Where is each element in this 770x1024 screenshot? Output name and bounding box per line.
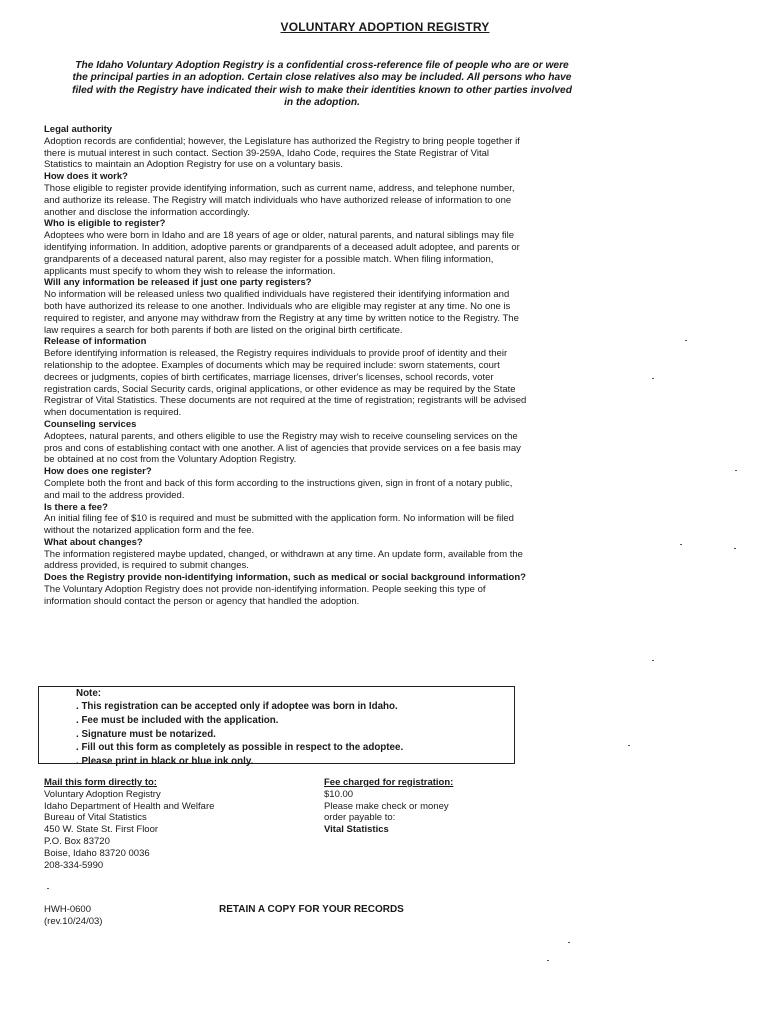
fee-payee: Vital Statistics: [324, 824, 389, 836]
address-line: 450 W. State St. First Floor: [44, 824, 159, 836]
form-revision: (rev.10/24/03): [44, 915, 103, 927]
mailing-address: [44, 777, 304, 871]
section-heading: Counseling services: [44, 418, 137, 430]
fee-info: [324, 777, 524, 836]
fee-instruction: order payable to:: [324, 812, 396, 824]
section: [44, 277, 529, 336]
scan-speck: [568, 942, 570, 943]
note-item: . Signature must be notarized.: [76, 728, 216, 740]
mail-heading: Mail this form directly to:: [44, 777, 157, 788]
intro-paragraph: The Idaho Voluntary Adoption Registry is a confidential cross-reference file of people who are or were the principal parties in an adoption. Certain close relatives also may be included. All persons who have filed with the Registry have indicated their wish to make their identities known to other parties involved in the adoption.: [72, 60, 572, 109]
scan-speck: [652, 378, 654, 379]
section-heading: Does the Registry provide non-identifying information, such as medical or social background information?: [44, 572, 526, 584]
section-text: The information registered maybe updated, changed, or withdrawn at any time. An update form, available from the address provided, is required to submit changes.: [44, 548, 523, 572]
section-text: Adoption records are confidential; however, the Legislature has authorized the Registry to bring people together if there is mutual interest in such contact. Section 39-259A, Idaho Code, requires the State Registrar of Vital Statistics to maintain an Adoption Registry for use on a voluntary basis.: [44, 135, 520, 171]
section: [44, 572, 529, 607]
retain-copy-notice: RETAIN A COPY FOR YOUR RECORDS: [219, 904, 404, 915]
section-heading: How does one register?: [44, 466, 152, 478]
scan-speck: [735, 470, 737, 471]
form-number: HWH-0600: [44, 904, 91, 915]
fee-amount: $10.00: [324, 788, 354, 800]
scan-speck: [685, 340, 687, 341]
section: [44, 419, 529, 466]
form-identifier: [44, 904, 102, 928]
section-text: An initial filing fee of $10 is required and must be submitted with the application form. No information will be filed without the notarized application form and the fee.: [44, 513, 514, 537]
fee-heading: Fee charged for registration:: [324, 777, 454, 788]
note-item: . This registration can be accepted only if adoptee was born in Idaho.: [76, 701, 398, 712]
fee-instruction: Please make check or money: [324, 800, 449, 812]
note-list: [76, 700, 403, 769]
scan-speck: [680, 544, 682, 545]
scan-speck: [652, 660, 654, 661]
section: [44, 124, 529, 171]
scan-speck: [47, 888, 49, 889]
section: [44, 218, 529, 277]
address-line: Boise, Idaho 83720 0036: [44, 847, 150, 859]
scan-speck: [628, 745, 630, 746]
address-line: Idaho Department of Health and Welfare: [44, 800, 215, 812]
page-title: VOLUNTARY ADOPTION REGISTRY: [280, 20, 490, 34]
section-heading: Is there a fee?: [44, 501, 108, 513]
section-text: Adoptees, natural parents, and others eligible to use the Registry may wish to receive counseling services on the pros and cons of establishing contact with one another. A list of agencies that provide services on a fee basis may be obtained at no cost from the Voluntary Adoption Registry.: [44, 430, 521, 466]
phone-number: 208-334-5990: [44, 859, 104, 871]
section-text: Adoptees who were born in Idaho and are 18 years of age or older, natural parents, and natural siblings may file identifying information. In addition, adoptive parents or grandparents of a deceased adult adoptee, and parents or grandparents of a deceased natural parent, also may register for a possible match. When filing information, applicants must specify to whom they wish to release the information.: [44, 230, 520, 277]
section-heading: Release of information: [44, 336, 147, 348]
note-item: . Please print in black or blue ink only.: [76, 756, 254, 768]
scan-speck: [547, 960, 549, 961]
note-label: Note:: [76, 688, 102, 699]
section-text: Complete both the front and back of this form according to the instructions given, sign in front of a notary public, and mail to the address provided.: [44, 477, 513, 501]
note-box: [38, 686, 515, 768]
section-text: Before identifying information is released, the Registry requires individuals to provide proof of identity and their relationship to the adoptee. Examples of documents which may be required include: sworn statements, court decrees or judgments, copies of birth certificates, marriage licenses, driver's licenses, school records, voter registration cards, Social Security cards, original applications, or other evidence as may be required by the State Registrar of Vital Statistics. These documents are not required at the time of registration; registrants will be advised when documentation is required.: [44, 348, 527, 419]
section-text: The Voluntary Adoption Registry does not provide non-identifying information. People seeking this type of information should contact the person or agency that handled the adoption.: [44, 584, 486, 607]
section-heading: What about changes?: [44, 536, 143, 548]
section-text: Those eligible to register provide identifying information, such as current name, address, and telephone number, and authorize its release. The Registry will match individuals who have authorized release of information to one another and disclose the information accordingly.: [44, 182, 515, 218]
section-text: No information will be released unless two qualified individuals have registered their identifying information and both have authorized its release to one another. Individuals who are eligible may register at any time. No one is required to register, and anyone may withdraw from the Registry at any time by written notice to the Registry. The law requires a search for both parents if both are listed on the original birth certificate.: [44, 289, 519, 336]
section-heading: Will any information be released if just one party registers?: [44, 277, 312, 289]
note-item: . Fill out this form as completely as possible in respect to the adoptee.: [76, 742, 404, 754]
section-heading: How does it work?: [44, 171, 128, 183]
note-item: . Fee must be included with the application.: [76, 714, 279, 726]
scan-speck: [734, 548, 736, 549]
section: [44, 171, 529, 218]
section: [44, 537, 529, 572]
faq-sections: [44, 124, 529, 608]
address-line: P.O. Box 83720: [44, 835, 110, 847]
address-line: Voluntary Adoption Registry: [44, 788, 161, 800]
section: [44, 502, 529, 537]
section: [44, 336, 529, 419]
section-heading: Who is eligible to register?: [44, 218, 166, 230]
address-line: Bureau of Vital Statistics: [44, 812, 147, 824]
section: [44, 466, 529, 501]
section-heading: Legal authority: [44, 124, 113, 135]
